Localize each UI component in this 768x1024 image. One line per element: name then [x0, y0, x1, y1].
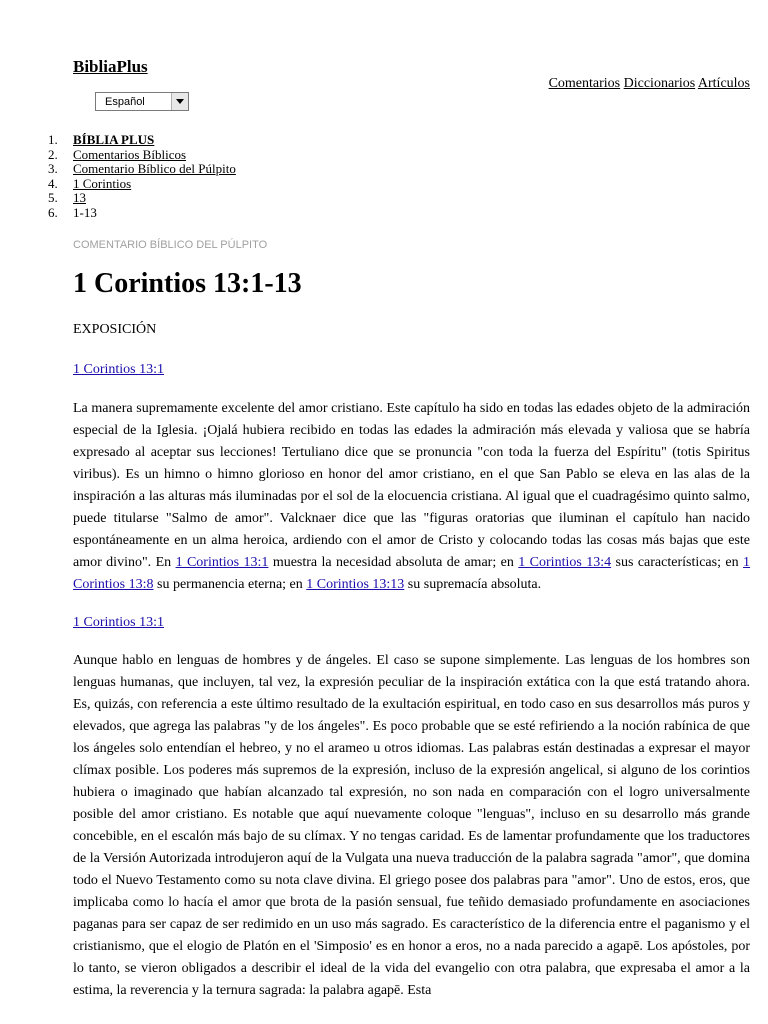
breadcrumb-item [48, 190, 236, 206]
paragraph-text: La manera supremamente excelente del amor cristiano. Este capítulo ha sido en todas las edades objeto de la admiración especial de la Iglesia. ¡Ojalá hubiera recibido en todas las edades la admiración más elevada y valiosa que se habría expresado al aceptar sus lecciones! Tertuliano dice que se pronuncia "con toda la fuerza del Espíritu" (totis Spiritus viribus). Es un himno o himno glorioso en honor del amor cristiano, en el que San Pablo se eleva en las alas de la inspiración a las alturas más iluminadas por el sol de la elocuencia cristiana. Al igual que el cuadragésimo quinto salmo, puede titularse "Salmo de amor". Valcknaer dice que las "figuras oratorias que iluminan el capítulo han nacido espontáneamente en un alma heroica, ardiendo con el amor de Cristo y colocando todas las cosas más bajas que este amor divino". En [73, 401, 750, 570]
breadcrumb-item [48, 161, 236, 177]
paragraph-text: sus características; en [615, 555, 739, 570]
breadcrumb-link-corintios[interactable]: 1 Corintios [73, 175, 132, 191]
breadcrumb-number: 4. [48, 175, 58, 191]
breadcrumb-item [48, 175, 236, 192]
paragraph-text: su supremacía absoluta. [407, 577, 542, 592]
breadcrumb-number: 6. [48, 204, 58, 220]
commentary-paragraph: Aunque hablo en lenguas de hombres y de ángeles. El caso se supone simplemente. Las lenguas de los hombres son lenguas humanas, que incluyen, tal vez, la expresión peculiar de la inspiración extática con la que está tratando ahora. Es, quizás, con referencia a este último resultado de la exultación espiritual, en todo caso en sus desarrollos más puros y elevados, que agrega las palabras "y de los ángeles". Es poco probable que se esté refiriendo a la noción rabínica de que los ángeles solo entendían el hebreo, y no el arameo u otros idiomas. Las palabras están destinadas a expresar el mayor clímax posible. Los poderes más supremos de la expresión, incluso de la expresión angelical, si alguno de los corintios hubiera o imaginado que habían alcanzado tal expresión, no son nada en comparación con el logro universalmente posible del amor cristiano. Es notable que aquí nuevamente coloque "lenguas", incluso en su desarrollo más grande concebible, en el escalón más bajo de su clímax. Y no tengas caridad. Es de lamentar profundamente que los traductores de la Versión Autorizada introdujeron aquí de la Vulgata una nueva traducción de la palabra sagrada "amor", que domina todo el Nuevo Testamento como su nota clave divina. El griego posee dos palabras para "amor". Uno de estos, eros, que implicaba como lo hacía el amor que brota de la pasión sensual, fue teñido demasiado profundamente en asociaciones paganas para ser capaz de ser redimido en un uso más sagrado. Es característico de la diferencia entre el paganismo y el cristianismo, que el elogio de Platón en el 'Simposio' es en honor a eros, no a nada parecido a agapē. Los apóstoles, por lo tanto, se vieron obligados a describir el ideal de la vida del evangelio con otra palabra, que expresaba el amor a la estima, la reverencia y la ternura sagrada: la palabra agapē. Esta [73, 653, 750, 998]
breadcrumb-number: 2. [48, 146, 58, 162]
breadcrumb-number: 3. [48, 161, 58, 177]
paragraph-text: muestra la necesidad absoluta de amar; en [272, 555, 514, 570]
breadcrumb-link-chapter[interactable]: 13 [73, 190, 86, 206]
top-nav [549, 76, 750, 92]
paragraph-text: su permanencia eterna; en [157, 577, 303, 592]
breadcrumb-number: 5. [48, 190, 58, 206]
language-select[interactable] [95, 92, 189, 111]
breadcrumb-link-biblia-plus[interactable]: BÍBLIA PLUS [73, 132, 155, 147]
commentary-paragraph [73, 398, 750, 596]
section-label: COMENTARIO BÍBLICO DEL PÚLPITO [73, 239, 268, 251]
breadcrumb-item [48, 204, 236, 221]
breadcrumb-link-comentarios[interactable]: Comentarios Bíblicos [73, 146, 187, 162]
nav-diccionarios-link[interactable]: Diccionarios [623, 76, 696, 91]
breadcrumb-link-pulpito[interactable]: Comentario Bíblico del Púlpito [73, 161, 236, 177]
verse-inline-link[interactable]: 1 Corintios 13:13 [306, 577, 405, 592]
verse-reference-link[interactable]: 1 Corintios 13:1 [73, 362, 165, 377]
site-title-link[interactable]: BibliaPlus [73, 57, 148, 76]
verse-reference-link[interactable]: 1 Corintios 13:1 [73, 615, 165, 630]
page-title: 1 Corintios 13:1-13 [73, 268, 302, 299]
language-select-value: Español [105, 95, 145, 108]
verse-inline-link[interactable]: 1 Corintios 13:1 [175, 555, 269, 570]
verse-inline-link[interactable]: 1 Corintios 13:4 [518, 555, 612, 570]
nav-comentarios-link[interactable]: Comentarios [548, 76, 621, 91]
verse-inline-link[interactable]: 1 Corintios 13:8 [73, 555, 751, 592]
breadcrumb-current: 1-13 [73, 204, 97, 220]
breadcrumb-item [48, 132, 236, 148]
chevron-down-icon[interactable] [171, 93, 188, 110]
nav-articulos-link[interactable]: Artículos [697, 76, 750, 91]
exposicion-heading: EXPOSICIÓN [73, 322, 157, 337]
breadcrumb-item [48, 146, 236, 163]
breadcrumb-number: 1. [48, 132, 58, 147]
breadcrumb [48, 132, 236, 221]
